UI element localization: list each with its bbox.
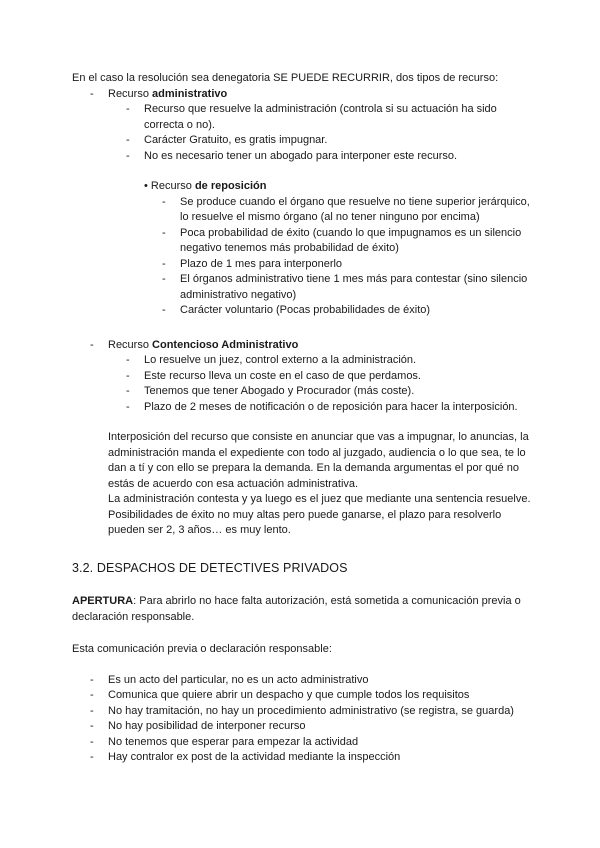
dash-marker: - — [90, 689, 94, 701]
list-item-text: Hay contralor ex post de la actividad mediante la inspección — [108, 751, 401, 763]
apertura-label: APERTURA — [72, 595, 134, 607]
list-item — [72, 133, 532, 149]
dash-marker: - — [90, 673, 94, 686]
dash-marker: - — [162, 304, 166, 316]
list-item-text: Recurso que resuelve la administración (controla si su actuación ha sido correcta o no). — [144, 103, 497, 131]
section-heading: 3.2. DESPACHOS DE DETECTIVES PRIVADOS — [72, 560, 348, 575]
list-item-text: No hay posibilidad de interponer recurso — [108, 720, 306, 732]
list-item-recurso-reposicion — [72, 179, 532, 195]
list-item-text: Comunica que quiere abrir un despacho y que cumple todos los requisitos — [108, 689, 470, 701]
list-item — [72, 384, 532, 400]
list-item-text: Es un acto del particular, no es un acto administrativo — [108, 673, 369, 686]
list-item — [72, 257, 532, 273]
list-item-bold: administrativo — [152, 87, 228, 100]
list-item-text: Se produce cuando el órgano que resuelve no tiene superior jerárquico, lo resuelve el mismo órgano (al no tener ninguno por encima) — [180, 195, 530, 223]
spacer — [72, 319, 532, 334]
list-item-recurso-administrativo — [72, 87, 532, 103]
list-item-bold: Contencioso Administrativo — [152, 338, 299, 351]
dash-marker: - — [162, 226, 166, 239]
list-item — [72, 303, 532, 319]
list-item — [72, 272, 532, 303]
list-item-text: No es necesario tener un abogado para interponer este recurso. — [144, 149, 458, 162]
list-item — [72, 719, 532, 735]
dash-marker: - — [90, 338, 94, 351]
dash-marker: - — [162, 195, 166, 208]
intro-paragraph: En el caso la resolución sea denegatoria SE PUEDE RECURRIR, dos tipos de recurso: — [72, 72, 499, 84]
list-item-recurso-contencioso — [72, 338, 532, 354]
interposicion-block — [72, 430, 532, 539]
dash-marker: - — [126, 385, 130, 397]
dash-marker: - — [90, 87, 94, 100]
list-item-text: Plazo de 1 mes para interponerlo — [180, 257, 343, 270]
spacer — [72, 658, 532, 673]
spacer — [72, 625, 532, 640]
list-item — [72, 369, 532, 385]
document-page — [72, 71, 532, 766]
list-item-bold: de reposición — [194, 180, 267, 192]
list-item — [72, 195, 532, 226]
dash-marker: - — [162, 257, 166, 270]
list-item — [72, 226, 532, 257]
dash-marker: - — [90, 704, 94, 717]
bullet-marker: • — [144, 180, 148, 192]
dash-marker: - — [90, 735, 94, 748]
list-item — [72, 149, 532, 165]
list-item — [72, 735, 532, 751]
list-item-text: Plazo de 2 meses de notificación o de reposición para hacer la interposición. — [144, 400, 518, 413]
list-item-text: Carácter Gratuito, es gratis impugnar. — [144, 134, 328, 146]
list-item — [72, 704, 532, 720]
paragraph: Posibilidades de éxito no muy altas pero puede ganarse, el plazo para resolverlo pueden ser 2, 3 años… es muy lento. — [108, 508, 502, 536]
dash-marker: - — [126, 354, 130, 366]
dash-marker: - — [126, 400, 130, 413]
list-item-text: El órganos administrativo tiene 1 mes más para contestar (sino silencio administrativo negativo) — [180, 273, 528, 301]
dash-marker: - — [90, 720, 94, 732]
list-item-text: Poca probabilidad de éxito (cuando lo que impugnamos es un silencio negativo tenemos más probabilidad de éxito) — [180, 226, 522, 254]
list-item-text: Tenemos que tener Abogado y Procurador (más coste). — [144, 385, 415, 397]
dash-marker: - — [126, 134, 130, 146]
list-item — [72, 688, 532, 704]
comunicacion-intro: Esta comunicación previa o declaración responsable: — [72, 643, 332, 655]
list-item-prefix: Recurso — [108, 338, 153, 351]
dash-marker: - — [162, 273, 166, 285]
spacer — [72, 415, 532, 430]
list-item — [72, 353, 532, 369]
list-item-text: No hay tramitación, no hay un procedimiento administrativo (se registra, se guarda) — [108, 704, 514, 717]
list-item-text: No tenemos que esperar para empezar la actividad — [108, 735, 359, 748]
apertura-text: : Para abrirlo no hace falta autorización, está sometida a comunicación previa o declaración responsable. — [72, 595, 521, 623]
apertura-paragraph — [72, 594, 532, 625]
list-item — [72, 673, 532, 689]
list-item-prefix: Recurso — [150, 180, 195, 192]
list-item — [72, 400, 532, 416]
dash-marker: - — [126, 369, 130, 382]
paragraph: La administración contesta y ya luego es el juez que mediante una sentencia resuelve. — [108, 493, 531, 505]
list-item-prefix: Recurso — [108, 87, 153, 100]
list-item-text: Este recurso lleva un coste en el caso de que perdamos. — [144, 369, 421, 382]
list-item-text: Carácter voluntario (Pocas probabilidades de éxito) — [180, 304, 431, 316]
dash-marker: - — [126, 149, 130, 162]
list-item — [72, 750, 532, 766]
paragraph: Interposición del recurso que consiste en anunciar que vas a impugnar, lo anuncias, la administración manda el expediente con todo al juzgado, audiencia o lo que sea, te lo dan a tí y con ello se prepara la demanda. En la demanda argumentas el por qué no estás de acuerdo con esa actuación administrativa. — [108, 431, 529, 490]
dash-marker: - — [90, 751, 94, 763]
list-item — [72, 102, 532, 133]
dash-marker: - — [126, 103, 130, 115]
list-item-text: Lo resuelve un juez, control externo a la administración. — [144, 354, 417, 366]
